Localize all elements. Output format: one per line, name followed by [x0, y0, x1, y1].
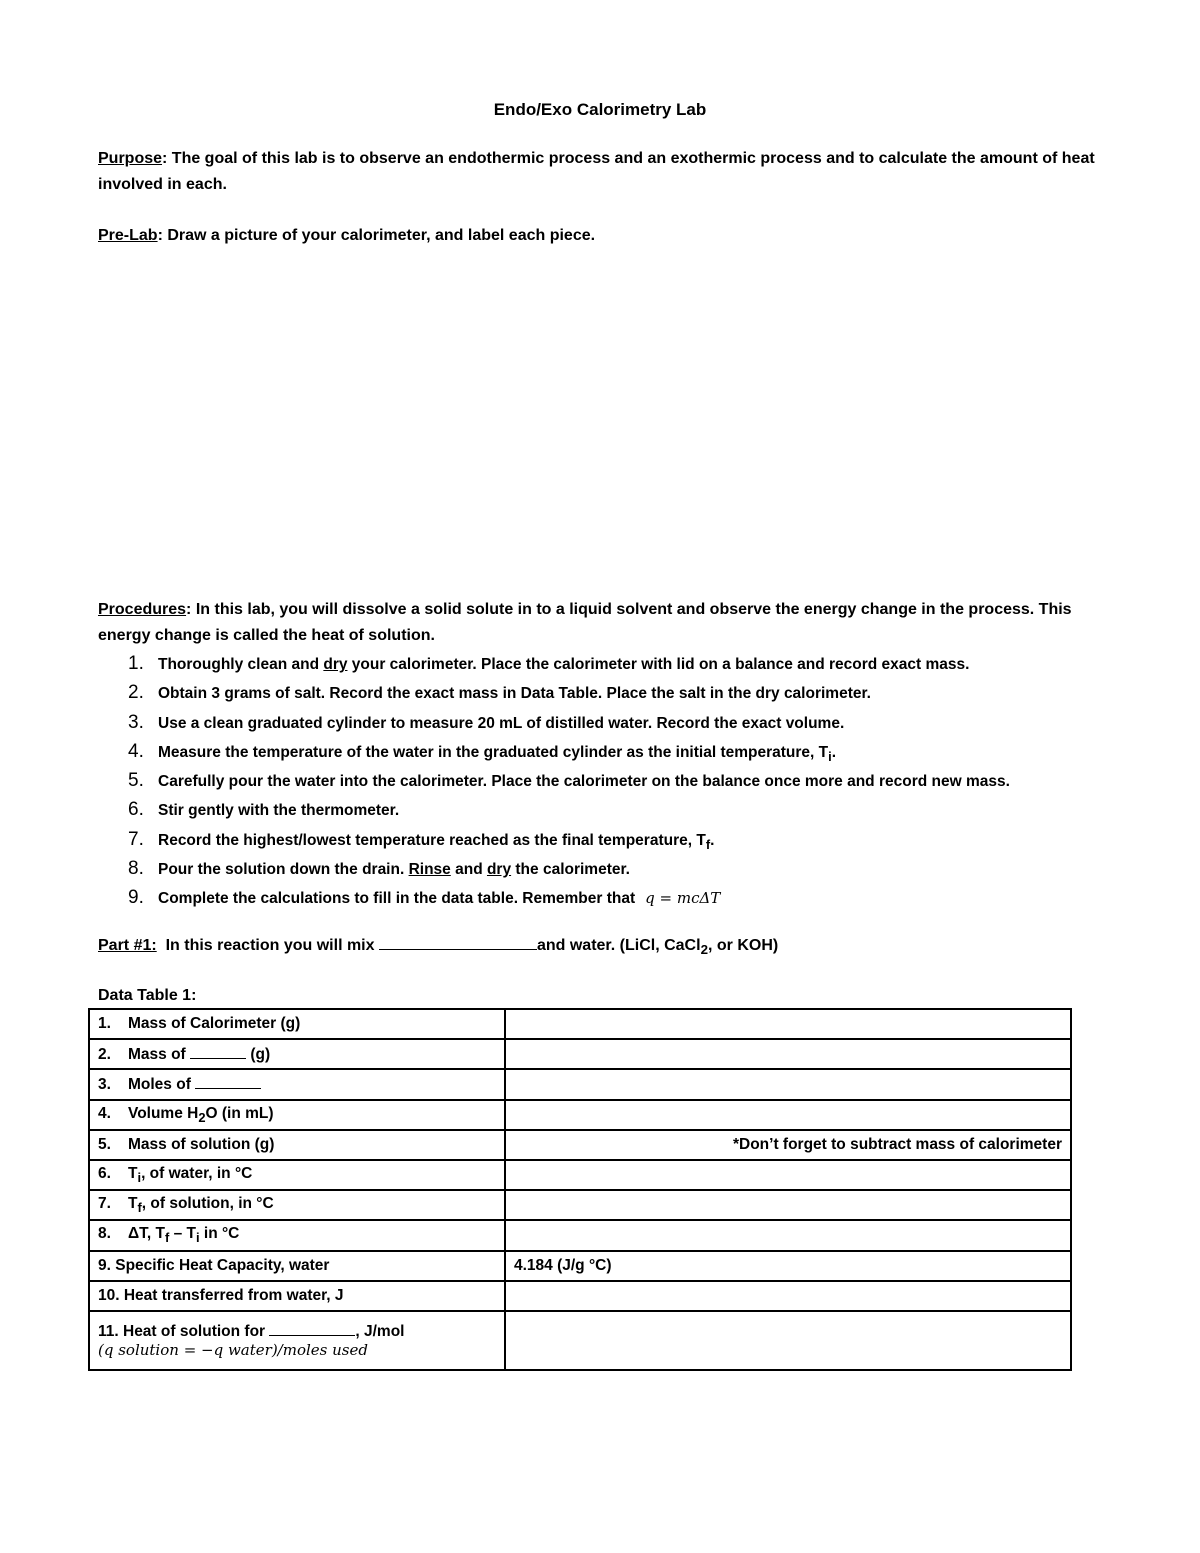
row-label-cell [89, 1009, 505, 1039]
step-number: 4. [128, 740, 144, 762]
step-text: Stir gently with the thermometer. [158, 802, 400, 820]
procedure-step [128, 649, 1128, 678]
procedures-label: Procedures [98, 601, 187, 618]
row-label: 11. Heat of solution for [98, 1322, 270, 1340]
row-number: 6. [98, 1164, 111, 1182]
row-value-cell[interactable]: 4.184 (J/g °C) [505, 1251, 1071, 1281]
step-number: 2. [128, 682, 144, 704]
row-number: 4. [98, 1104, 111, 1122]
step-text: Pour the solution down the drain. [158, 861, 409, 879]
step-number: 1. [128, 653, 144, 674]
step-text: Use a clean graduated cylinder to measure 20 mL of distilled water. Record the exact volume. [158, 714, 845, 732]
row-value-cell[interactable] [505, 1281, 1071, 1311]
row-value-cell[interactable] [505, 1160, 1071, 1190]
procedure-step [128, 678, 1128, 707]
blank-line[interactable] [195, 1075, 261, 1089]
blank-line[interactable] [269, 1322, 355, 1336]
procedure-step [128, 825, 1128, 854]
row-label: Mass of Calorimeter (g) [128, 1015, 301, 1033]
step-text: . [831, 743, 837, 761]
row-label: ΔT, T [128, 1225, 165, 1243]
step-text-underlined: dry [323, 656, 348, 673]
procedure-step [128, 795, 1128, 824]
row-number: 8. [98, 1225, 111, 1243]
step-text: Measure the temperature of the water in the graduated cylinder as the initial temperature, T [158, 743, 829, 761]
row-label-cell [89, 1311, 505, 1370]
step-number: 9. [128, 887, 144, 909]
blank-line[interactable] [190, 1045, 246, 1059]
page-title: Endo/Exo Calorimetry Lab [493, 100, 707, 119]
row-number: 3. [98, 1075, 111, 1093]
procedure-steps-list [128, 649, 1128, 913]
step-text: the calorimeter. [511, 861, 630, 879]
step-number: 8. [128, 858, 144, 880]
row-label-cell [89, 1130, 505, 1160]
row-label: 10. Heat transferred from water, J [98, 1286, 344, 1304]
row-label: Volume H [128, 1104, 199, 1122]
prelab-paragraph [98, 223, 1108, 249]
table-row [89, 1160, 1071, 1190]
step-text: . [710, 831, 715, 849]
table-row [89, 1069, 1071, 1099]
row-label: (g) [246, 1045, 271, 1063]
row-label: , of water, in °C [141, 1164, 253, 1182]
prelab-text: : Draw a picture of your calorimeter, and label each piece. [157, 227, 596, 244]
row-value-cell[interactable]: *Don’t forget to subtract mass of calorimeter [505, 1130, 1071, 1160]
row-value-cell[interactable] [505, 1009, 1071, 1039]
row-label-cell [89, 1281, 505, 1311]
step-subscript: i [828, 748, 832, 764]
row-label: T [128, 1195, 138, 1213]
row-label: 9. Specific Heat Capacity, water [98, 1256, 330, 1274]
data-table-1 [88, 1008, 1072, 1371]
table-row [89, 1190, 1071, 1220]
part1-text: and water. (LiCl, CaCl [536, 937, 701, 954]
step-number: 5. [128, 770, 144, 792]
table-row [89, 1281, 1071, 1311]
row-label: in °C [199, 1225, 240, 1243]
table-row [89, 1100, 1071, 1130]
part1-subscript: 2 [700, 942, 708, 958]
heat-equation: q = mcΔT [645, 889, 721, 908]
row-value-cell[interactable] [505, 1220, 1071, 1250]
procedure-step [128, 883, 1128, 912]
row-label: T [128, 1164, 138, 1182]
row-value-cell[interactable] [505, 1311, 1071, 1370]
row-label-cell [89, 1100, 505, 1130]
row-label-cell [89, 1251, 505, 1281]
row-label: O (in mL) [205, 1104, 274, 1122]
row-label-cell [89, 1039, 505, 1069]
procedures-paragraph [98, 597, 1108, 649]
step-text: and [450, 861, 487, 879]
step-text: Carefully pour the water into the calorimeter. Place the calorimeter on the balance once more and record new mass. [158, 773, 1010, 791]
step-number: 6. [128, 799, 144, 821]
row-subscript: f [164, 1230, 170, 1246]
step-subscript: f [705, 836, 711, 852]
part1-text: In this reaction you will mix [156, 937, 379, 954]
part1-label: Part #1: [98, 937, 157, 954]
row-label-cell [89, 1220, 505, 1250]
procedure-step [128, 854, 1128, 883]
heat-of-solution-formula: (q solution = −q water)/moles used [98, 1340, 368, 1359]
purpose-text: : The goal of this lab is to observe an endothermic process and an exothermic process and to calculate the amount of heat involved in each. [98, 150, 1095, 193]
row-number: 1. [98, 1015, 111, 1033]
row-label: Mass of solution (g) [128, 1135, 275, 1153]
row-label: Mass of [128, 1045, 191, 1063]
table-row [89, 1251, 1071, 1281]
step-number: 3. [128, 711, 144, 733]
purpose-paragraph [98, 146, 1108, 198]
row-label-cell [89, 1190, 505, 1220]
row-value-cell[interactable] [505, 1190, 1071, 1220]
step-number: 7. [128, 828, 144, 850]
prelab-label: Pre-Lab [98, 227, 158, 244]
table-row [89, 1220, 1071, 1250]
step-text: your calorimeter. Place the calorimeter with lid on a balance and record exact mass. [347, 656, 970, 673]
row-value-cell[interactable] [505, 1069, 1071, 1099]
row-value-cell[interactable] [505, 1100, 1071, 1130]
procedure-step [128, 737, 1128, 766]
row-subscript: 2 [198, 1109, 206, 1125]
row-subscript: f [137, 1200, 142, 1216]
purpose-label: Purpose [98, 150, 163, 167]
table-row [89, 1311, 1071, 1370]
step-text-underlined: dry [486, 861, 512, 879]
row-value-cell[interactable] [505, 1039, 1071, 1069]
table-row [89, 1009, 1071, 1039]
step-text-underlined: Rinse [408, 861, 451, 879]
row-label: , J/mol [355, 1322, 405, 1340]
row-number: 5. [98, 1135, 111, 1153]
procedure-step [128, 766, 1128, 795]
step-text: Complete the calculations to fill in the data table. Remember that [158, 890, 636, 908]
procedures-text: : In this lab, you will dissolve a solid solute in to a liquid solvent and observe the energy change in the process. This energy change is called the heat of solution. [98, 601, 1072, 644]
row-label-cell [89, 1160, 505, 1190]
row-subscript: i [137, 1170, 142, 1186]
row-number: 7. [98, 1195, 111, 1213]
row-number: 2. [98, 1045, 111, 1063]
table-row [89, 1130, 1071, 1160]
salt-blank-line[interactable] [379, 934, 537, 950]
row-label-cell [89, 1069, 505, 1099]
step-text: Obtain 3 grams of salt. Record the exact mass in Data Table. Place the salt in the dry calorimeter. [158, 685, 871, 703]
part1-paragraph [98, 933, 1108, 963]
row-label: – T [169, 1225, 196, 1243]
table-label: Data Table 1: [98, 987, 197, 1004]
row-subscript: i [196, 1230, 200, 1246]
table-row [89, 1039, 1071, 1069]
part1-text: , or KOH) [707, 937, 779, 954]
procedure-step [128, 708, 1128, 737]
row-label: , of solution, in °C [141, 1195, 274, 1213]
row-label: Moles of [128, 1075, 196, 1093]
step-text: Thoroughly clean and [158, 656, 324, 673]
step-text: Record the highest/lowest temperature reached as the final temperature, T [158, 831, 706, 849]
